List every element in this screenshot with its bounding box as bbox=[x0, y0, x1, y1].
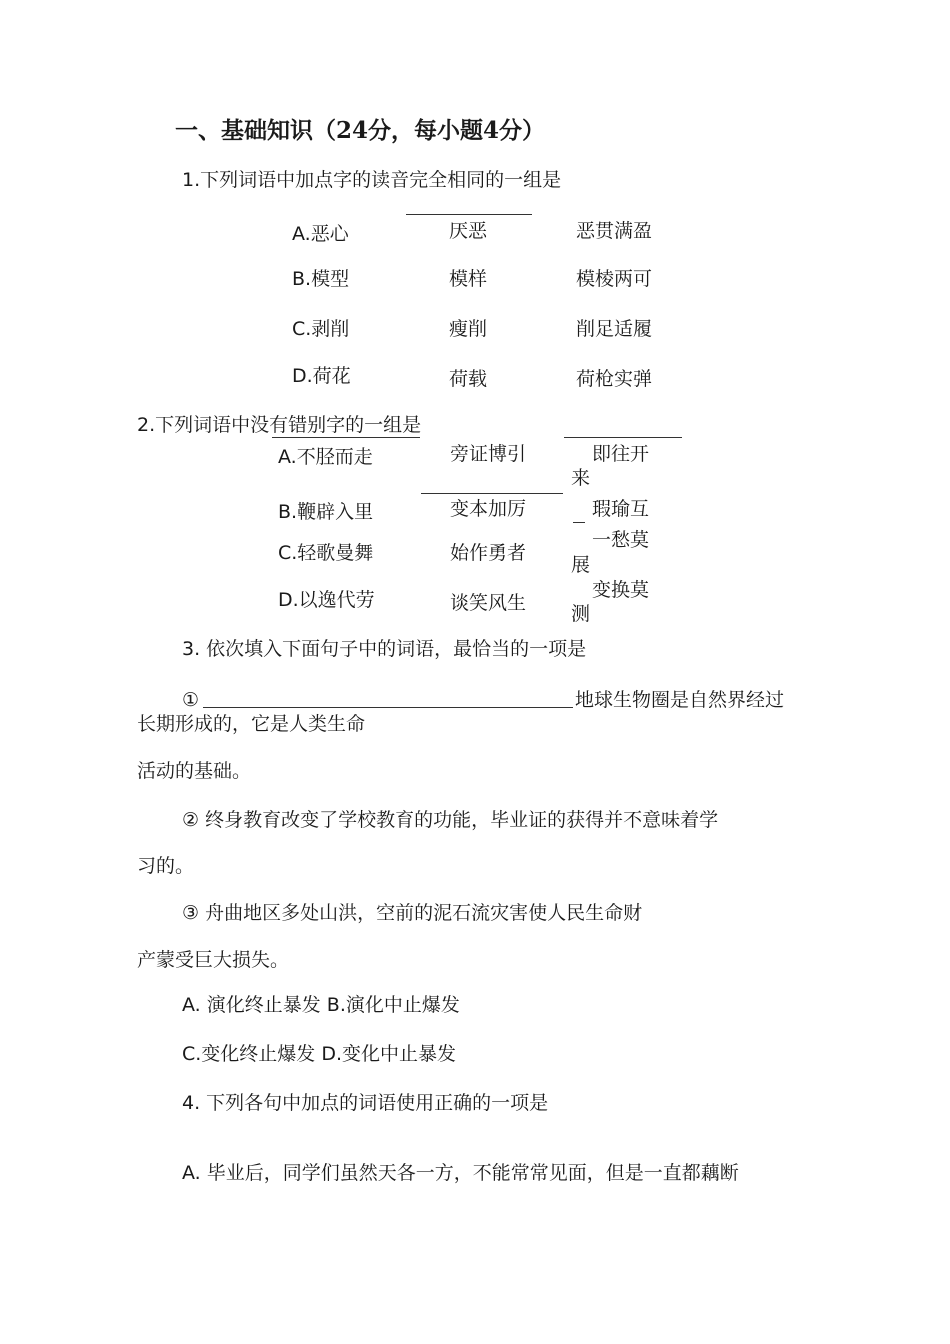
q2-option-c-word3-wrap: 展 bbox=[571, 554, 591, 576]
q3-sentence3: ③ 舟曲地区多处山洪，空前的泥石流灾害使人民生命财 bbox=[182, 902, 643, 924]
q3-sentence2-line2: 习的。 bbox=[137, 855, 195, 877]
q1-option-b-word3: 模棱两可 bbox=[576, 268, 653, 290]
q1-option-a-word3: 恶贯满盈 bbox=[576, 220, 653, 242]
q4-stem: 4. 下列各句中加点的词语使用正确的一项是 bbox=[182, 1092, 549, 1114]
q3-options-ab: A. 演化终止暴发 B.演化中止爆发 bbox=[182, 994, 460, 1016]
q3-sentence1-line2: 长期形成的，它是人类生命 bbox=[137, 713, 366, 735]
q2-option-b-label: B.鞭辟入里 bbox=[278, 501, 374, 523]
blank-underline bbox=[272, 437, 420, 438]
q1-option-a-word2: 厌恶 bbox=[449, 220, 488, 242]
q2-option-a-word3-wrap: 来 bbox=[571, 467, 591, 489]
q4-option-a: A. 毕业后，同学们虽然天各一方，不能常常见面，但是一直都藕断 bbox=[182, 1162, 739, 1184]
q3-options-cd: C.变化终止爆发 D.变化中止暴发 bbox=[182, 1043, 457, 1065]
q3-sentence1-marker: ① bbox=[182, 689, 200, 711]
q1-option-a-label: A.恶心 bbox=[292, 223, 349, 245]
q2-option-c-word2: 始作勇者 bbox=[450, 542, 527, 564]
q1-option-d-word3: 荷枪实弹 bbox=[576, 368, 653, 390]
q3-sentence1-line3: 活动的基础。 bbox=[137, 760, 252, 782]
q2-option-b-word2: 变本加厉 bbox=[450, 498, 527, 520]
q1-option-c-word3: 削足适履 bbox=[576, 318, 653, 340]
q3-sentence1: 地球生物圈是自然界经过 bbox=[575, 689, 785, 711]
q2-stem: 2.下列词语中没有错别字的一组是 bbox=[137, 414, 422, 436]
q3-sentence3-line2: 产蒙受巨大损失。 bbox=[137, 949, 290, 971]
clipped-text bbox=[571, 602, 601, 625]
blank-underline bbox=[573, 522, 585, 523]
q1-option-c-word2: 瘦削 bbox=[449, 318, 488, 340]
q2-option-d-label: D.以逸代劳 bbox=[278, 589, 375, 611]
blank-underline bbox=[564, 437, 682, 438]
q1-option-b-word2: 模样 bbox=[449, 268, 488, 290]
q2-option-a-label: A.不胫而走 bbox=[278, 446, 373, 468]
q2-option-a-word2: 旁证博引 bbox=[450, 443, 527, 465]
q1-option-c-label: C.剥削 bbox=[292, 318, 350, 340]
q2-option-b-word3: 瑕瑜互 bbox=[592, 498, 650, 520]
fill-blank-line bbox=[203, 707, 573, 708]
q1-stem: 1.下列词语中加点字的读音完全相同的一组是 bbox=[182, 169, 562, 191]
q3-sentence2: ② 终身教育改变了学校教育的功能，毕业证的获得并不意味着学 bbox=[182, 809, 719, 831]
q2-option-d-word3: 变换莫 bbox=[592, 579, 650, 601]
blank-underline bbox=[406, 214, 532, 215]
q2-option-c-word3: 一愁莫 bbox=[592, 529, 650, 551]
q3-stem: 3. 依次填入下面句子中的词语，最恰当的一项是 bbox=[182, 638, 587, 660]
q2-option-d-word2: 谈笑风生 bbox=[450, 592, 527, 614]
q1-option-d-label: D.荷花 bbox=[292, 365, 351, 387]
q2-option-c-label: C.轻歌曼舞 bbox=[278, 542, 374, 564]
q1-option-b-label: B.模型 bbox=[292, 268, 350, 290]
q2-option-d-word3-wrap: 测 bbox=[571, 603, 591, 625]
q1-option-d-word2: 荷载 bbox=[449, 368, 488, 390]
q2-option-a-word3: 即往开 bbox=[592, 443, 650, 465]
blank-underline bbox=[421, 493, 563, 494]
section-title: 一、基础知识（24分，每小题4分） bbox=[175, 117, 546, 144]
